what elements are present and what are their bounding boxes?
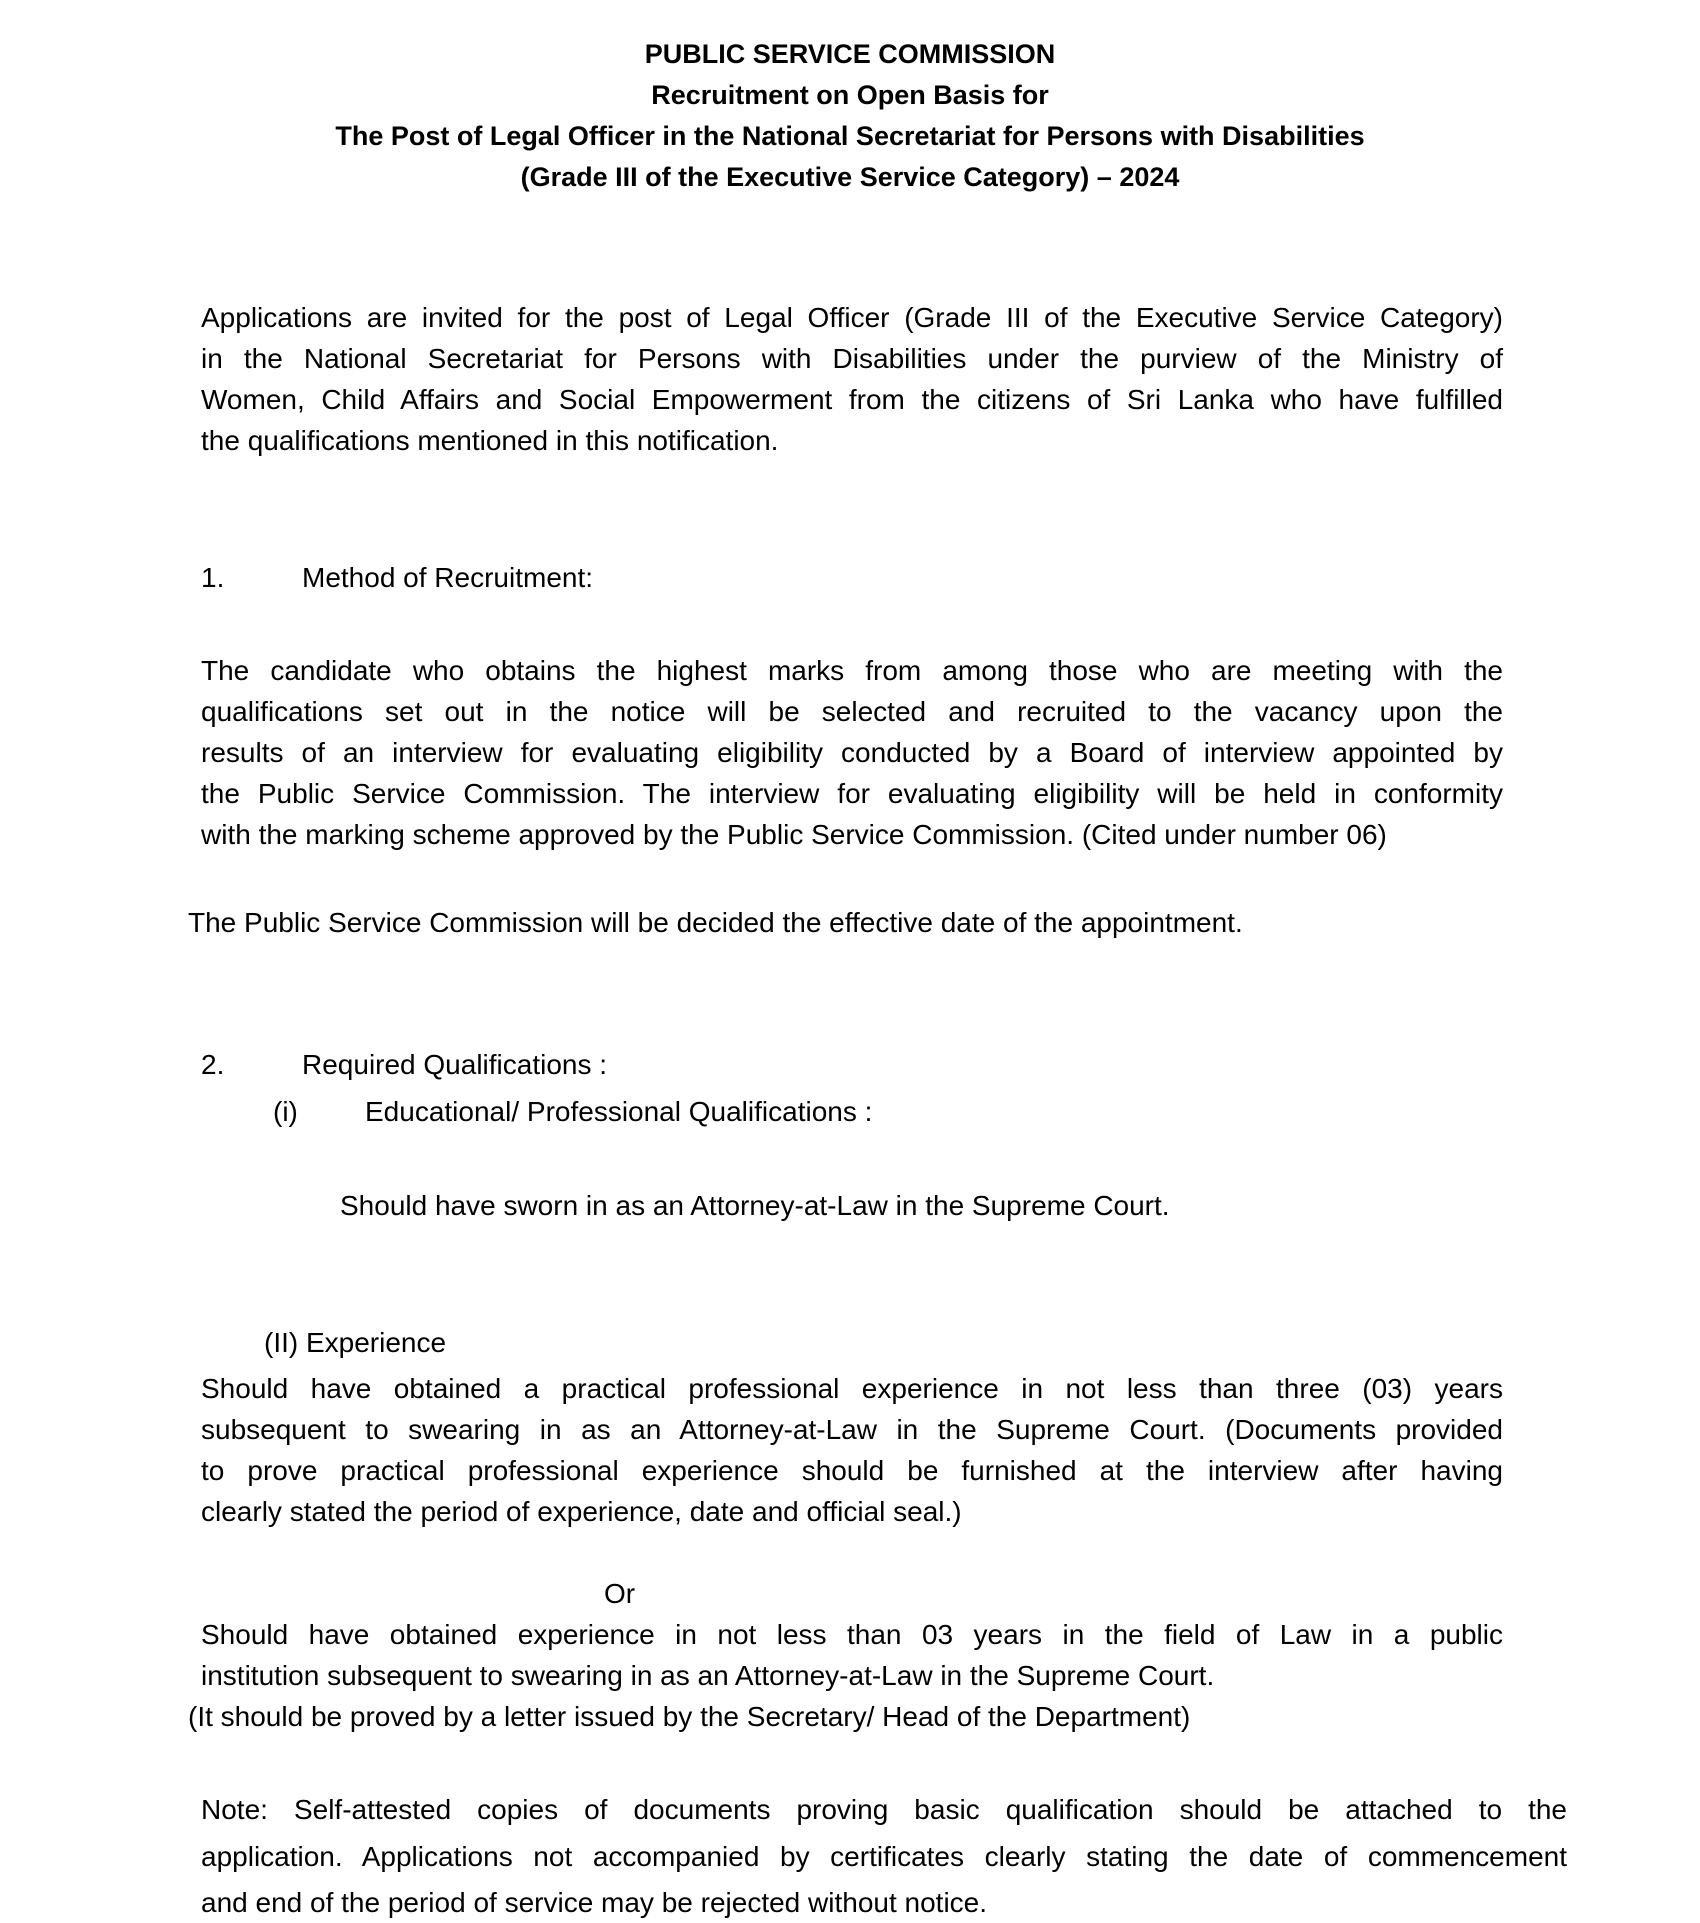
header-commission: PUBLIC SERVICE COMMISSION bbox=[644, 39, 1056, 69]
note-line: and end of the period of service may be rejected without notice. bbox=[201, 1887, 988, 1918]
section1-line: results of an interview for evaluating eligibility conducted by a Board of interview appointed by bbox=[201, 737, 1503, 768]
sub2-heading: (II) Experience bbox=[264, 1327, 447, 1358]
sub1-heading: Educational/ Professional Qualifications : bbox=[365, 1096, 873, 1127]
note-line: Note: Self-attested copies of documents proving basic qualification should be attached to the bbox=[201, 1794, 1567, 1825]
intro-line: Applications are invited for the post of Legal Officer (Grade III of the Executive Service Category) bbox=[201, 302, 1503, 333]
proof-text: (It should be proved by a letter issued by the Secretary/ Head of the Department) bbox=[188, 1701, 1191, 1732]
note-line: application. Applications not accompanied by certificates clearly stating the date of commencement bbox=[201, 1841, 1567, 1872]
intro-line: the qualifications mentioned in this notification. bbox=[201, 425, 779, 456]
intro-line: Women, Child Affairs and Social Empowerment from the citizens of Sri Lanka who have fulfilled bbox=[201, 384, 1503, 415]
header-recruitment: Recruitment on Open Basis for bbox=[651, 80, 1049, 110]
header-grade: (Grade III of the Executive Service Category) – 2024 bbox=[520, 162, 1180, 192]
experience-line: Should have obtained a practical professional experience in not less than three (03) years bbox=[201, 1373, 1503, 1404]
experience-line: to prove practical professional experience should be furnished at the interview after having bbox=[201, 1455, 1503, 1486]
sub1-number: (i) bbox=[273, 1096, 298, 1127]
experience-line: subsequent to swearing in as an Attorney-at-Law in the Supreme Court. (Documents provided bbox=[201, 1414, 1503, 1445]
section1-line: with the marking scheme approved by the Public Service Commission. (Cited under number 06) bbox=[201, 819, 1387, 850]
section1-line: the Public Service Commission. The interview for evaluating eligibility will be held in conformity bbox=[201, 778, 1503, 809]
experience-line: clearly stated the period of experience, date and official seal.) bbox=[201, 1496, 962, 1527]
section1-line: The candidate who obtains the highest marks from among those who are meeting with the bbox=[201, 655, 1503, 686]
section1-heading: Method of Recruitment: bbox=[302, 562, 594, 593]
sub1-text: Should have sworn in as an Attorney-at-Law in the Supreme Court. bbox=[340, 1190, 1170, 1221]
header-post-title: The Post of Legal Officer in the National Secretariat for Persons with Disabilities bbox=[335, 121, 1365, 151]
or-text: Or bbox=[604, 1578, 636, 1609]
section2-heading: Required Qualifications : bbox=[302, 1049, 608, 1080]
section2-number: 2. bbox=[201, 1049, 225, 1080]
intro-line: in the National Secretariat for Persons with Disabilities under the purview of the Ministry of bbox=[201, 343, 1503, 374]
alternative-line: Should have obtained experience in not less than 03 years in the field of Law in a public bbox=[201, 1619, 1503, 1650]
effective-date-text: The Public Service Commission will be decided the effective date of the appointment. bbox=[188, 907, 1243, 938]
section1-line: qualifications set out in the notice will be selected and recruited to the vacancy upon the bbox=[201, 696, 1503, 727]
section1-number: 1. bbox=[201, 562, 225, 593]
alternative-line: institution subsequent to swearing in as an Attorney-at-Law in the Supreme Court. bbox=[201, 1660, 1215, 1691]
